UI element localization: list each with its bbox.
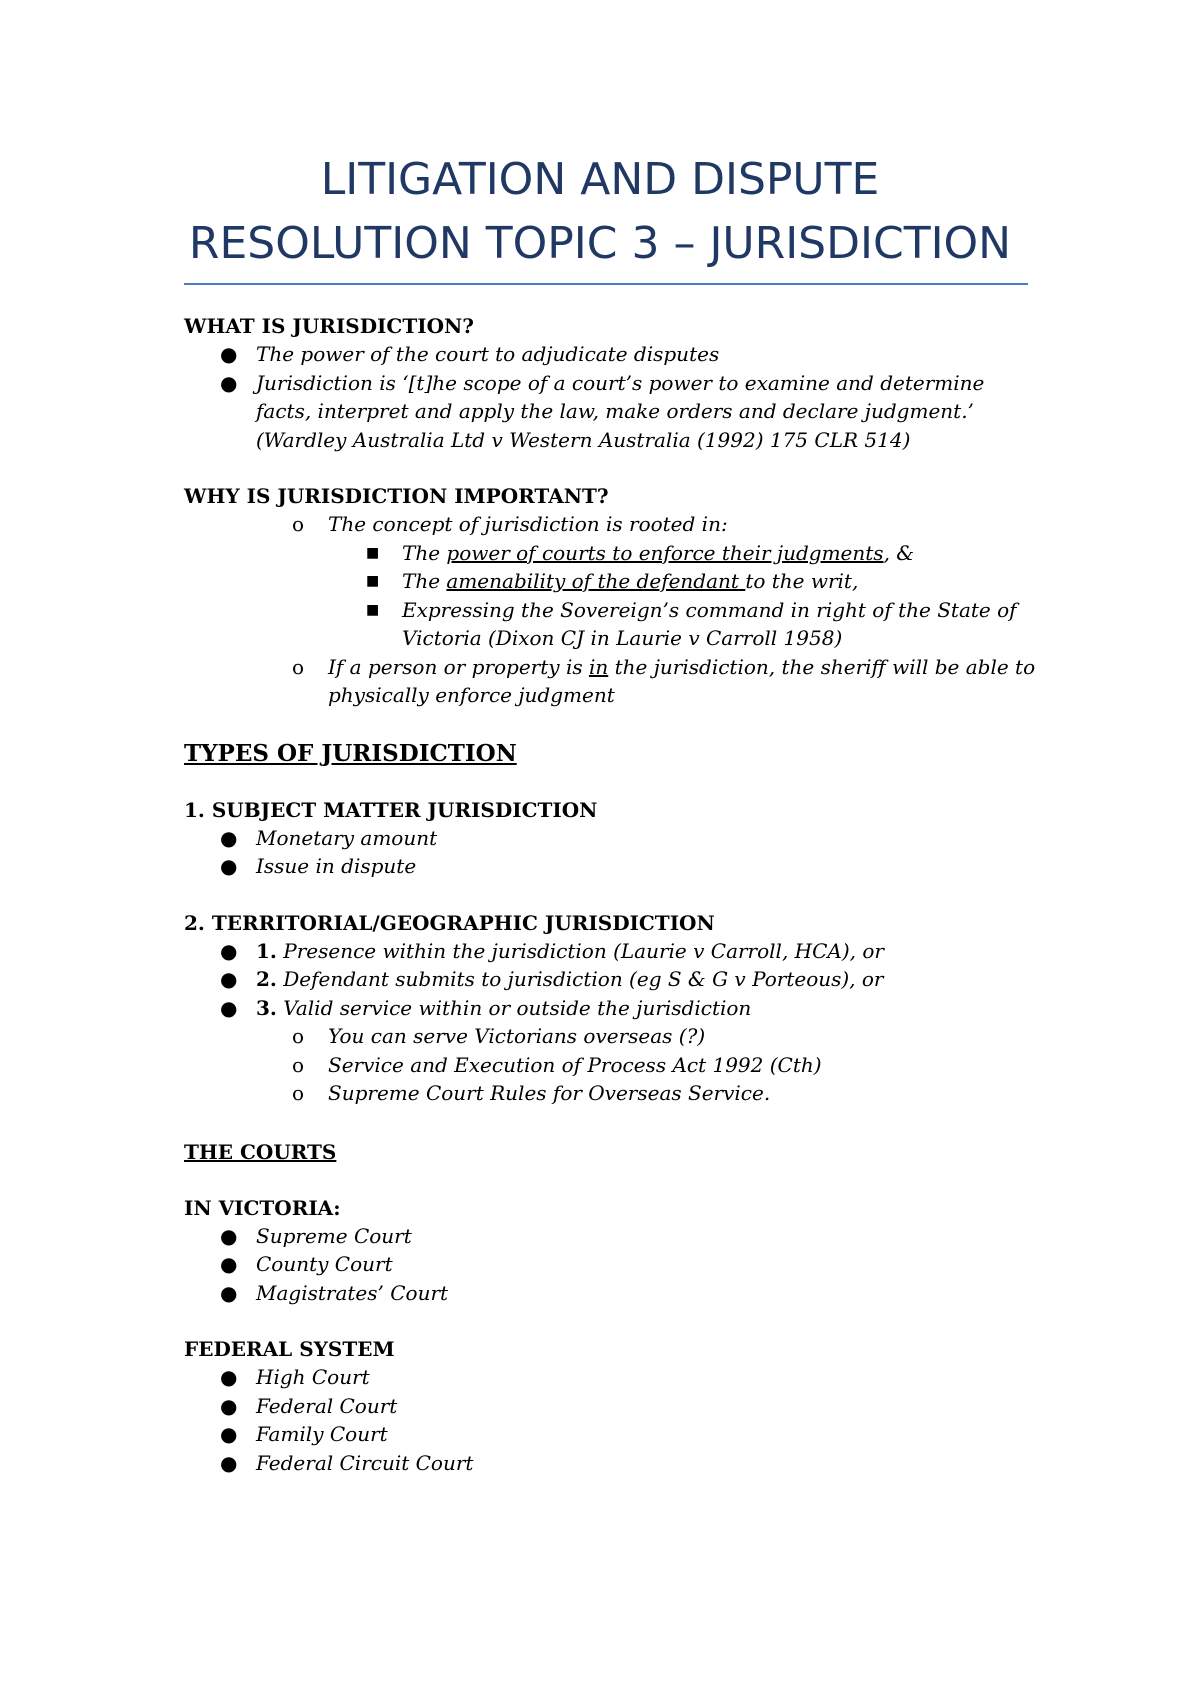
list-item: o Supreme Court Rules for Overseas Service. xyxy=(184,1079,1044,1108)
subheading-subject-matter: 1. SUBJECT MATTER JURISDICTION xyxy=(184,797,598,822)
bullet-icon: ● xyxy=(220,854,238,878)
list-item: ● 1. Presence within the jurisdiction (Laurie v Carroll, HCA), or xyxy=(184,937,1044,966)
list-item: o If a person or property is in the jurisdiction, the sheriff will be able to physically enforce judgment xyxy=(292,654,1036,707)
square-bullet-icon: ■ xyxy=(366,601,380,618)
bullet-icon: ● xyxy=(220,825,238,850)
circle-bullet-icon: o xyxy=(292,654,305,679)
title-underline-rule xyxy=(184,283,1028,285)
subheading-territorial: 2. TERRITORIAL/GEOGRAPHIC JURISDICTION xyxy=(184,910,715,935)
list-item: ● Federal Court xyxy=(184,1392,1044,1421)
list-item: ● Monetary amount xyxy=(184,824,1044,853)
list-item: ● Jurisdiction is ‘[t]he scope of a court’s power to examine and determine facts, interpret and apply the law, make orders and declare judgment.’ (Wardley Australia Ltd v Western Australia (1992) 175 CLR 514) xyxy=(220,370,985,452)
square-bullet-icon: ■ xyxy=(366,544,380,561)
bullet-icon: ● xyxy=(220,1450,238,1475)
circle-bullet-icon: o xyxy=(292,512,305,536)
subheading-federal: FEDERAL SYSTEM xyxy=(184,1337,395,1361)
bullet-icon: ● xyxy=(220,1422,238,1446)
section-heading-what-is-jurisdiction: WHAT IS JURISDICTION? xyxy=(184,314,474,338)
title-line-2: RESOLUTION TOPIC 3 – JURISDICTION xyxy=(188,218,1012,269)
bullet-icon: ● xyxy=(220,370,238,395)
title-line-1: LITIGATION AND DISPUTE xyxy=(320,154,880,205)
subheading-victoria: IN VICTORIA: xyxy=(184,1195,341,1220)
list-item: ● Federal Circuit Court xyxy=(184,1449,1044,1478)
circle-bullet-icon: o xyxy=(292,1024,305,1048)
circle-bullet-icon: o xyxy=(292,1052,305,1077)
list-item: ■ The power of courts to enforce their judgments, & xyxy=(184,539,1044,568)
list-item: ● Supreme Court xyxy=(184,1222,1044,1251)
section-heading-courts: THE COURTS xyxy=(184,1139,337,1164)
list-item: ● Family Court xyxy=(184,1420,1044,1449)
bullet-icon: ● xyxy=(220,1393,238,1418)
bullet-icon: ● xyxy=(220,967,238,991)
bullet-icon: ● xyxy=(220,342,238,366)
bullet-icon: ● xyxy=(220,995,238,1020)
list-item: ● High Court xyxy=(184,1363,1044,1392)
list-item: ● 2. Defendant submits to jurisdiction (eg S & G v Porteous), or xyxy=(184,965,1044,994)
list-item: o You can serve Victorians overseas (?) xyxy=(184,1022,1044,1051)
bullet-icon: ● xyxy=(220,1365,238,1389)
bullet-icon: ● xyxy=(220,938,238,963)
list-item: ● 3. Valid service within or outside the jurisdiction xyxy=(184,994,1044,1023)
territorial-list xyxy=(184,937,1044,1108)
list-item: o The concept of jurisdiction is rooted in: xyxy=(184,510,1044,539)
list-item: ● Issue in dispute xyxy=(184,852,1044,881)
document-body xyxy=(184,312,1044,1477)
bullet-icon: ● xyxy=(220,1223,238,1248)
document-title xyxy=(180,148,1020,276)
list-item: o Service and Execution of Process Act 1992 (Cth) xyxy=(184,1051,1044,1080)
list-item: ● Magistrates’ Court xyxy=(184,1279,1044,1308)
victoria-courts-list xyxy=(184,1222,1044,1308)
list-item: ■ The amenability of the defendant to the writ, xyxy=(184,567,1044,596)
what-list xyxy=(184,340,1044,454)
list-item: ■ Expressing the Sovereign’s command in right of the State of Victoria (Dixon CJ in Laurie v Carroll 1958) xyxy=(366,597,1017,650)
section-heading-why-important: WHY IS JURISDICTION IMPORTANT? xyxy=(184,484,609,508)
federal-courts-list xyxy=(184,1363,1044,1477)
subject-list xyxy=(184,824,1044,881)
bullet-icon: ● xyxy=(220,1280,238,1305)
bullet-icon: ● xyxy=(220,1252,238,1276)
square-bullet-icon: ■ xyxy=(366,573,380,589)
list-item: ● The power of the court to adjudicate disputes xyxy=(184,340,1044,369)
list-item: ● County Court xyxy=(184,1250,1044,1279)
section-heading-types: TYPES OF JURISDICTION xyxy=(184,739,517,767)
circle-bullet-icon: o xyxy=(292,1081,305,1105)
why-list xyxy=(184,510,1044,710)
